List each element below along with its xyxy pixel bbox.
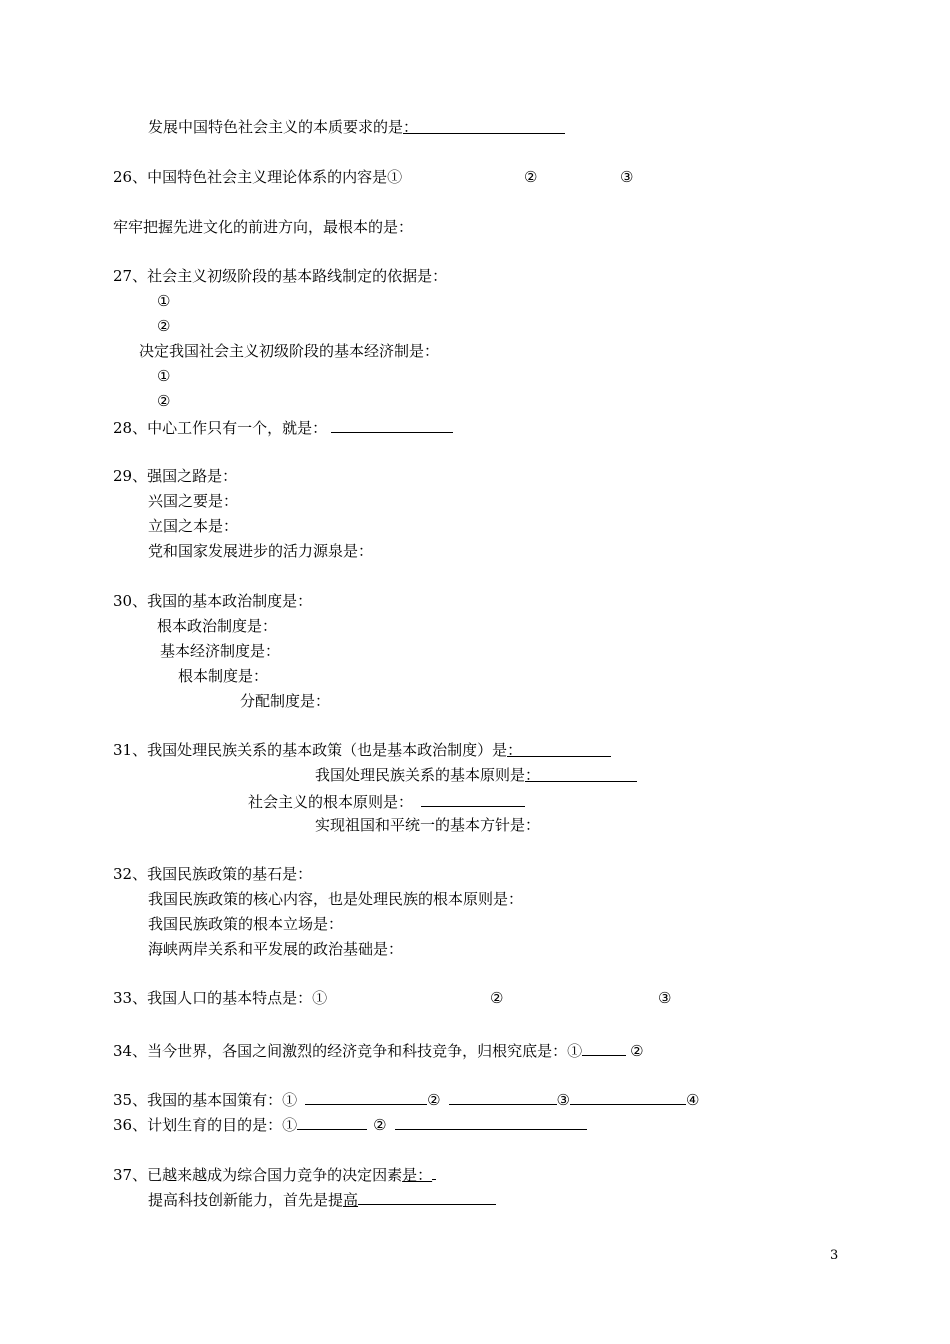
answer-blank[interactable] [449,1088,557,1105]
question-27-item-2: ② [157,317,171,335]
question-30-line-2: 根本政治制度是： [157,617,278,635]
question-37-line-2: 提高科技创新能力，首先是提高 [148,1188,496,1208]
question-37: 37、已越来越成为综合国力竞争的决定因素是： [113,1163,436,1183]
question-30-line-5: 分配制度是： [240,692,331,710]
answer-blank[interactable] [570,1088,686,1105]
question-32-line-4: 海峡两岸关系和平发展的政治基础是： [148,940,404,958]
question-27-sub-item-1: ① [157,367,171,385]
page-number: 3 [830,1248,839,1263]
question-29-line-2: 兴国之要是： [148,492,239,510]
answer-blank[interactable]: ： [525,765,637,782]
line-25-tail: 发展中国特色社会主义的本质要求的是： [148,117,565,137]
answer-blank[interactable] [331,416,453,433]
question-35: 35、我国的基本国策有：① ② ③ ④ [113,1088,699,1108]
question-32-line-3: 我国民族政策的根本立场是： [148,915,344,933]
answer-blank[interactable]: ： [403,117,565,134]
question-27: 27、社会主义初级阶段的基本路线制定的依据是： [113,267,448,285]
question-26-item-2: ② [524,168,538,186]
question-28: 28、中心工作只有一个，就是： [113,416,453,436]
answer-blank[interactable]: ： [507,740,611,757]
answer-blank[interactable] [395,1113,587,1130]
answer-blank[interactable] [297,1113,367,1130]
question-33: 33、我国人口的基本特点是：① [113,989,328,1007]
answer-blank[interactable] [305,1088,427,1105]
question-32: 32、我国民族政策的基石是： [113,865,313,883]
answer-blank[interactable] [358,1188,496,1205]
question-34: 34、当今世界，各国之间激烈的经济竞争和科技竞争，归根究底是：① ② [113,1039,644,1059]
answer-blank[interactable] [582,1039,626,1056]
answer-blank[interactable] [432,1163,436,1180]
question-27-sub: 决定我国社会主义初级阶段的基本经济制是： [139,342,440,360]
question-27-item-1: ① [157,292,171,310]
question-33-item-3: ③ [658,989,672,1007]
answer-blank[interactable] [421,790,525,807]
question-29: 29、强国之路是： [113,467,238,485]
question-29-line-4: 党和国家发展进步的活力源泉是： [148,542,374,560]
question-31-line-2: 我国处理民族关系的基本原则是： [315,765,637,785]
question-31: 31、我国处理民族关系的基本政策（也是基本政治制度）是： [113,740,611,760]
question-31-line-4: 实现祖国和平统一的基本方针是： [315,816,541,834]
question-27-sub-item-2: ② [157,392,171,410]
question-32-line-2: 我国民族政策的核心内容，也是处理民族的根本原则是： [148,890,524,908]
question-30-line-3: 基本经济制度是： [160,642,281,660]
question-29-line-3: 立国之本是： [148,517,239,535]
question-36: 36、计划生育的目的是：① ② [113,1113,587,1133]
question-30-line-4: 根本制度是： [178,667,269,685]
question-31-line-3: 社会主义的根本原则是： [248,790,525,810]
question-26-item-3: ③ [620,168,634,186]
question-30: 30、我国的基本政治制度是： [113,592,313,610]
culture-direction-line: 牢牢把握先进文化的前进方向，最根本的是： [113,218,414,236]
question-26: 26、中国特色社会主义理论体系的内容是① [113,168,403,186]
question-33-item-2: ② [490,989,504,1007]
